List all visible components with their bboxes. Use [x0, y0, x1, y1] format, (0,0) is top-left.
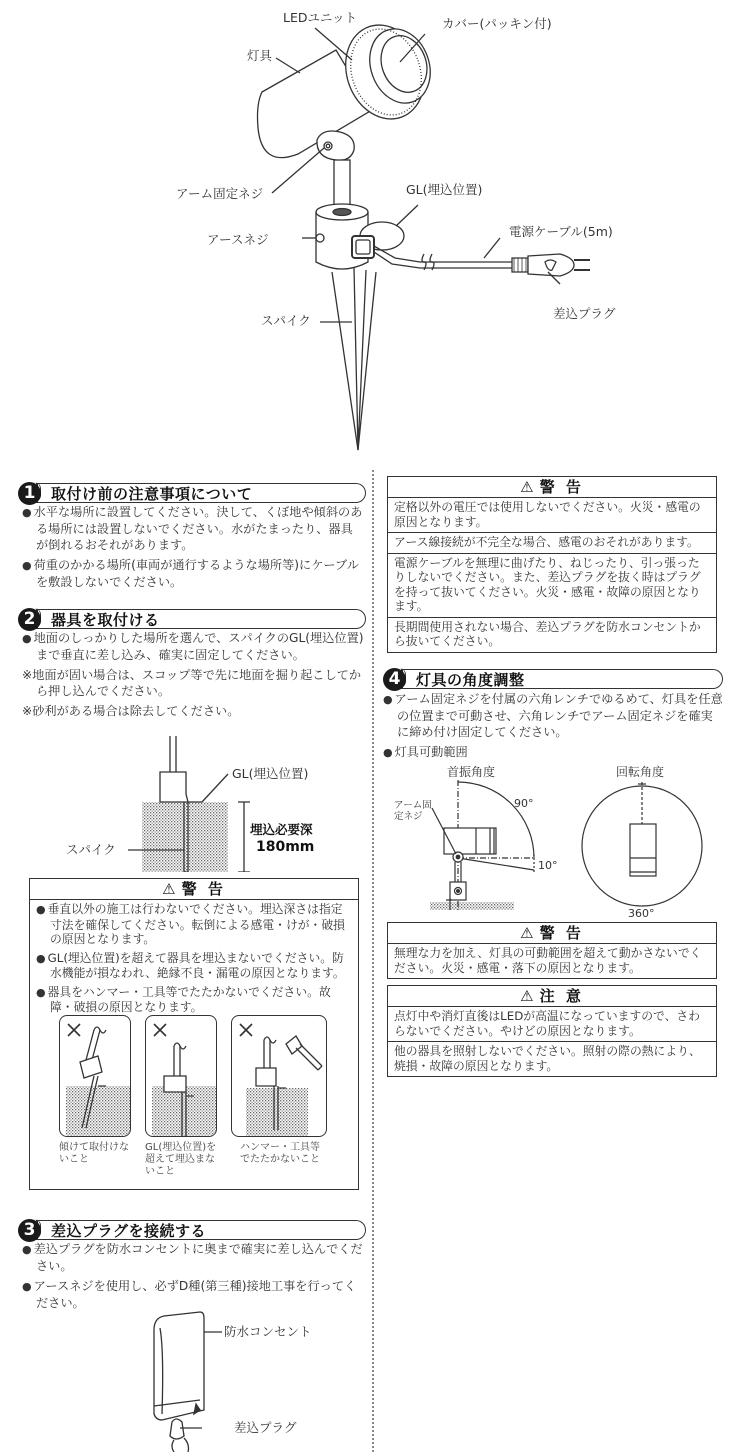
panel-caption: 傾けて取付けないこと	[59, 1142, 129, 1165]
bullet-item: ● 荷重のかかる場所(車両が通行するような場所等)にケーブルを敷設しないでください。	[22, 557, 364, 590]
caution-header: ⚠ 注 意	[388, 986, 716, 1007]
tilt-angle-title: 首振角度	[447, 765, 496, 779]
warning-header: ⚠ 警 告	[388, 477, 716, 498]
angle-360: 360°	[628, 907, 655, 920]
label-fixture: 灯具	[247, 48, 273, 63]
section-1-body	[22, 504, 364, 594]
warning-triangle-icon: ⚠	[162, 880, 176, 898]
warning-row: アース線接続が不完全な場合、感電のおそれがあります。	[388, 533, 716, 554]
section-3-header	[18, 1218, 366, 1242]
section-2-title: 器具を取付ける	[51, 610, 160, 629]
angle-90: 90°	[514, 797, 534, 810]
outlet-diagram	[140, 1310, 370, 1452]
label-cover: カバー(パッキン付)	[442, 16, 552, 31]
warning-box-angle	[387, 922, 717, 979]
label-outlet: 防水コンセント	[224, 1324, 312, 1339]
warning-item: ● GL(埋込位置)を超えて器具を埋込まないでください。防水機能が損なわれ、絶縁不良・漏電の原因となります。	[30, 949, 358, 983]
step-number-2: 2	[18, 608, 41, 631]
label-depth-value: 180mm	[256, 839, 315, 855]
note-item: ※地面が固い場合は、スコップ等で先に地面を掘り起こしてから押し込んでください。	[22, 668, 362, 698]
rotate-angle-title: 回転角度	[616, 765, 665, 779]
label-spike: スパイク	[66, 842, 116, 857]
warning-row: 無理な力を加え、灯具の可動範囲を超えて動かさないでください。火災・感電・落下の原因となります。	[394, 946, 702, 975]
section-3-body	[22, 1241, 364, 1315]
section-4-title: 灯具の角度調整	[416, 670, 525, 689]
dont-hammer-panel	[231, 1015, 327, 1137]
warning-header: ⚠ 警 告	[30, 879, 358, 900]
bullet-item: ● アースネジを使用し、必ずD種(第三種)接地工事を行ってください。	[22, 1278, 364, 1311]
label-gl: GL(埋込位置)	[232, 766, 309, 781]
label-plug: 差込プラグ	[234, 1420, 297, 1435]
step-number-4: 4	[383, 668, 406, 691]
spotlight-illustration	[0, 0, 748, 460]
label-earth-screw: アースネジ	[207, 232, 269, 247]
label-power-cable: 電源ケーブル(5m)	[509, 224, 613, 239]
section-1-title: 取付け前の注意事項について	[51, 484, 253, 503]
warning-box-install	[29, 878, 359, 1190]
install-depth-diagram	[60, 722, 360, 872]
column-divider	[372, 470, 374, 1452]
bullet-item: ● 水平な場所に設置してください。決して、くぼ地や傾斜のある場所には設置しないでください。水がたまったり、器具が倒れるおそれがあります。	[22, 504, 364, 553]
warning-header: ⚠ 警 告	[388, 923, 716, 944]
section-4-header	[383, 667, 723, 691]
warning-item: ● 器具をハンマー・工具等でたたかないでください。故障・破損の原因となります。	[30, 983, 358, 1017]
label-plug: 差込プラグ	[553, 306, 616, 321]
caution-box	[387, 985, 717, 1077]
angle-range-diagram	[380, 760, 730, 920]
warning-row: 定格以外の電圧では使用しないでください。火災・感電の原因となります。	[388, 498, 716, 533]
bullet-item: ● 灯具可動範囲	[383, 744, 723, 761]
bullet-item: ● 地面のしっかりした場所を選んで、スパイクのGL(埋込位置)まで垂直に差し込み、確実に固定してください。	[22, 630, 364, 663]
label-arm-screw: アーム固定ネジ	[176, 186, 264, 201]
label-led-unit: LEDユニット	[283, 10, 357, 25]
section-2-body	[22, 630, 364, 723]
dont-bury-panel	[145, 1015, 217, 1137]
step-number-3: 3	[18, 1219, 41, 1242]
label-depth: 埋込必要深	[250, 822, 313, 837]
caution-triangle-icon: ⚠	[520, 987, 534, 1005]
panel-caption: GL(埋込位置)を超えて埋込まないこと	[145, 1142, 217, 1177]
dont-tilt-panel	[59, 1015, 131, 1137]
label-gl: GL(埋込位置)	[406, 182, 483, 197]
warning-triangle-icon: ⚠	[520, 478, 534, 496]
product-diagram	[0, 0, 748, 460]
warning-row: 長期間使用されない場合、差込プラグを防水コンセントから抜いてください。	[394, 619, 701, 648]
section-1-header	[18, 481, 366, 505]
caution-row: 点灯中や消灯直後はLEDが高温になっていますので、さわらないでください。やけどの原因となります。	[388, 1007, 716, 1042]
angle-10: 10°	[538, 859, 558, 872]
warning-row: 電源ケーブルを無理に曲げたり、ねじったり、引っ張ったりしないでください。また、差込プラグを抜く時はプラグを持って抜いてください。火災・感電・故障の原因となります。	[388, 554, 716, 618]
note-item: ※砂利がある場合は除去してください。	[22, 704, 240, 718]
bullet-item: ● 差込プラグを防水コンセントに奥まで確実に差し込んでください。	[22, 1241, 364, 1274]
section-2-header	[18, 607, 366, 631]
bullet-item: ● アーム固定ネジを付属の六角レンチでゆるめて、灯具を任意の位置まで可動させ、六角レンチでアーム固定ネジを確実に締め付け固定してください。	[383, 691, 723, 740]
section-3-title: 差込プラグを接続する	[51, 1221, 207, 1240]
warning-box-electrical	[387, 476, 717, 653]
caution-row: 他の器具を照射しないでください。照射の際の熱により、焼損・故障の原因となります。	[394, 1044, 701, 1073]
label-spike: スパイク	[261, 313, 311, 328]
panel-caption: ハンマー・工具等でたたかないこと	[240, 1142, 320, 1165]
warning-item: ● 垂直以外の施工は行わないでください。埋込深さは指定寸法を確保してください。転倒による感電・けが・破損の原因となります。	[30, 900, 358, 949]
step-number-1: 1	[18, 482, 41, 505]
warning-triangle-icon: ⚠	[520, 924, 534, 942]
label-arm-screw: アーム固定ネジ	[394, 800, 432, 822]
section-4-body	[383, 691, 723, 765]
